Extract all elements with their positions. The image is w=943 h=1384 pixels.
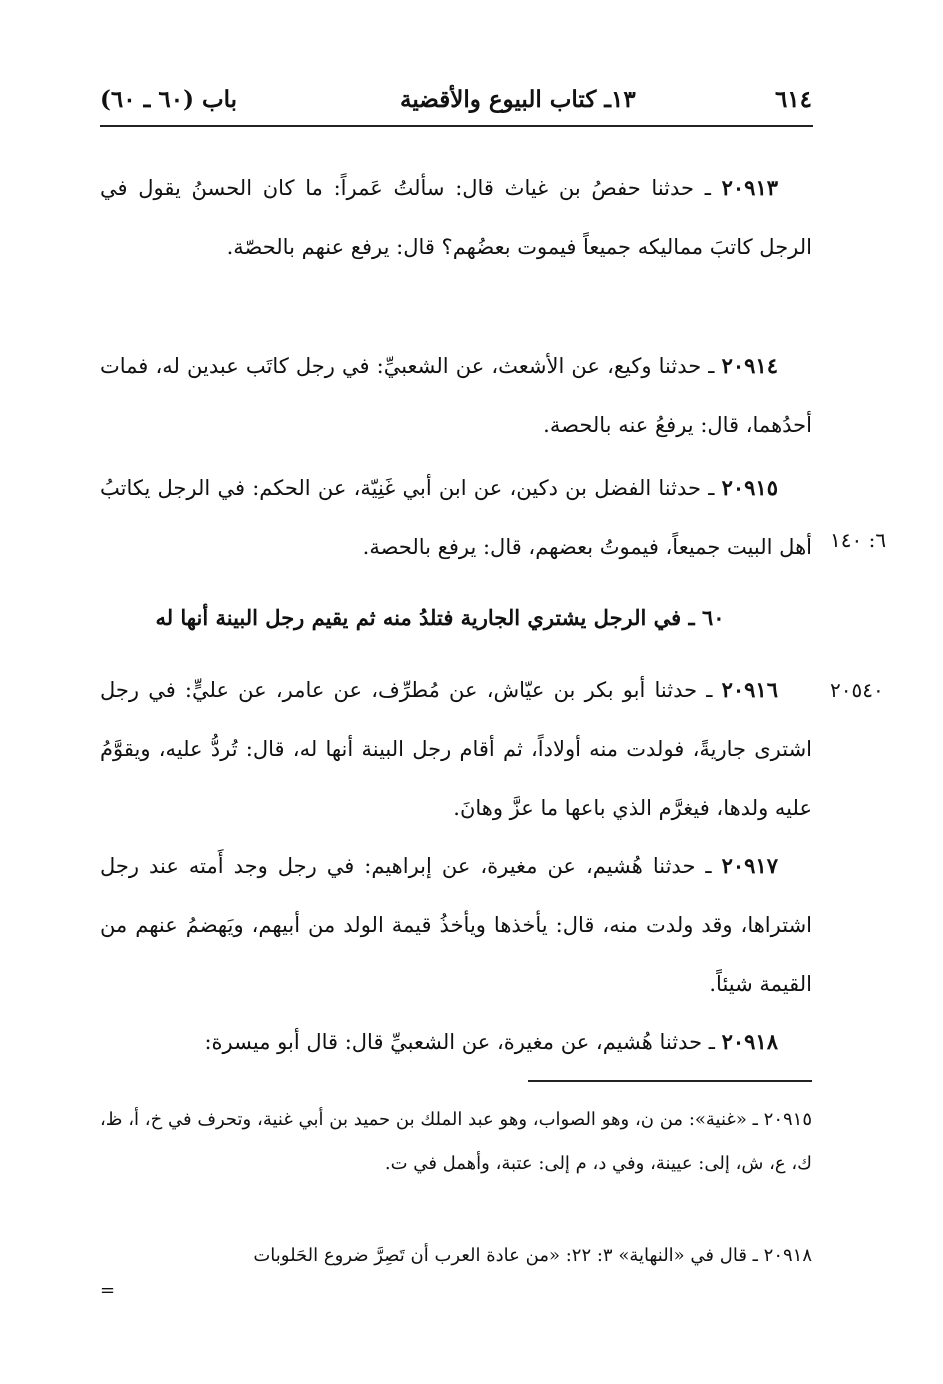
entry-20914 [100, 336, 812, 455]
margin-note-volume-page: ٦: ١٤٠ [830, 528, 887, 552]
footnote-separator [528, 1080, 812, 1082]
page-number: ٦١٤ [774, 86, 812, 113]
book-title: ١٣ـ كتاب البيوع والأقضية [400, 86, 636, 113]
chapter-heading: ٦٠ ـ في الرجل يشتري الجارية فتلدُ منه ثم يقيم رجل البينة أنها له [155, 605, 725, 630]
entry-text: ـ حدثنا حفصُ بن غياث قال: سألتُ عَمراً: ما كان الحسنُ يقول في الرجل كاتبَ مماليكه جميعاً فيموت بعضُهم؟ قال: يرفع عنهم بالحصّة. [100, 176, 812, 259]
entry-text: ـ حدثنا هُشيم، عن مغيرة، عن إبراهيم: في رجل وجد أَمته عند رجل اشتراها، وقد ولدت منه، قال: يأخذها ويأخذُ قيمة الولد من أبيهم، ويَهضمُ عنهم من القيمة شيئاً. [100, 854, 812, 996]
chapter-reference: باب (٦٠ ـ ٦٠) [100, 86, 238, 113]
footnote-text: ـ قال في «النهاية» ٣: ٢٢: «من عادة العرب أن تَصِرَّ ضروع الحَلوبات [253, 1245, 758, 1266]
margin-note-cross-reference: ٢٠٥٤٠ [830, 678, 884, 702]
entry-text: ـ حدثنا الفضل بن دكين، عن ابن أبي غَنِيّة، عن الحكم: في الرجل يكاتبُ أهل البيت جميعاً، فيموتُ بعضهم، قال: يرفع بالحصة. [100, 476, 812, 559]
entry-20916 [100, 660, 812, 838]
entry-text: ـ حدثنا أبو بكر بن عيّاش، عن مُطرِّف، عن عامر، عن عليٍّ: في رجل اشترى جاريةً، فولدت منه أولاداً، ثم أقام رجل البينة أنها له، قال: تُردُّ عليه، ويقوَّمُ عليه ولدها، فيغرَّم الذي باعها ما عزَّ وهانَ. [100, 678, 812, 820]
entry-number: ٢٠٩١٧ [721, 853, 778, 878]
footnote-20915 [100, 1098, 812, 1186]
running-header [100, 82, 812, 122]
entry-text: ـ حدثنا وكيع، عن الأشعث، عن الشعبيِّ: في رجل كاتَب عبدين له، فمات أحدُهما، قال: يرفعُ عنه بالحصة. [100, 354, 812, 437]
footnote-continuation-mark: = [100, 1280, 116, 1301]
entry-20917 [100, 836, 812, 1014]
entry-20915 [100, 458, 812, 577]
footnote-number: ٢٠٩١٥ [763, 1109, 812, 1130]
entry-number: ٢٠٩١٨ [721, 1029, 778, 1054]
entry-number: ٢٠٩١٣ [721, 175, 779, 200]
footnote-number: ٢٠٩١٨ [763, 1245, 812, 1266]
header-rule [100, 125, 813, 127]
entry-20913 [100, 158, 812, 277]
footnote-20918 [100, 1234, 812, 1278]
entry-number: ٢٠٩١٦ [721, 677, 778, 702]
entry-20918 [100, 1012, 812, 1072]
entry-number: ٢٠٩١٤ [721, 353, 778, 378]
entry-text: ـ حدثنا هُشيم، عن مغيرة، عن الشعبيِّ قال: قال أبو ميسرة: [204, 1030, 715, 1054]
footnote-text: ـ «غنية»: من ن، وهو الصواب، وهو عبد الملك بن حميد بن أبي غنية، وتحرف في خ، أ، ظ، ك، ع، ش، إلى: عيينة، وفي د، م إلى: عتبة، وأهمل في ت. [100, 1109, 812, 1174]
entry-number: ٢٠٩١٥ [721, 475, 778, 500]
